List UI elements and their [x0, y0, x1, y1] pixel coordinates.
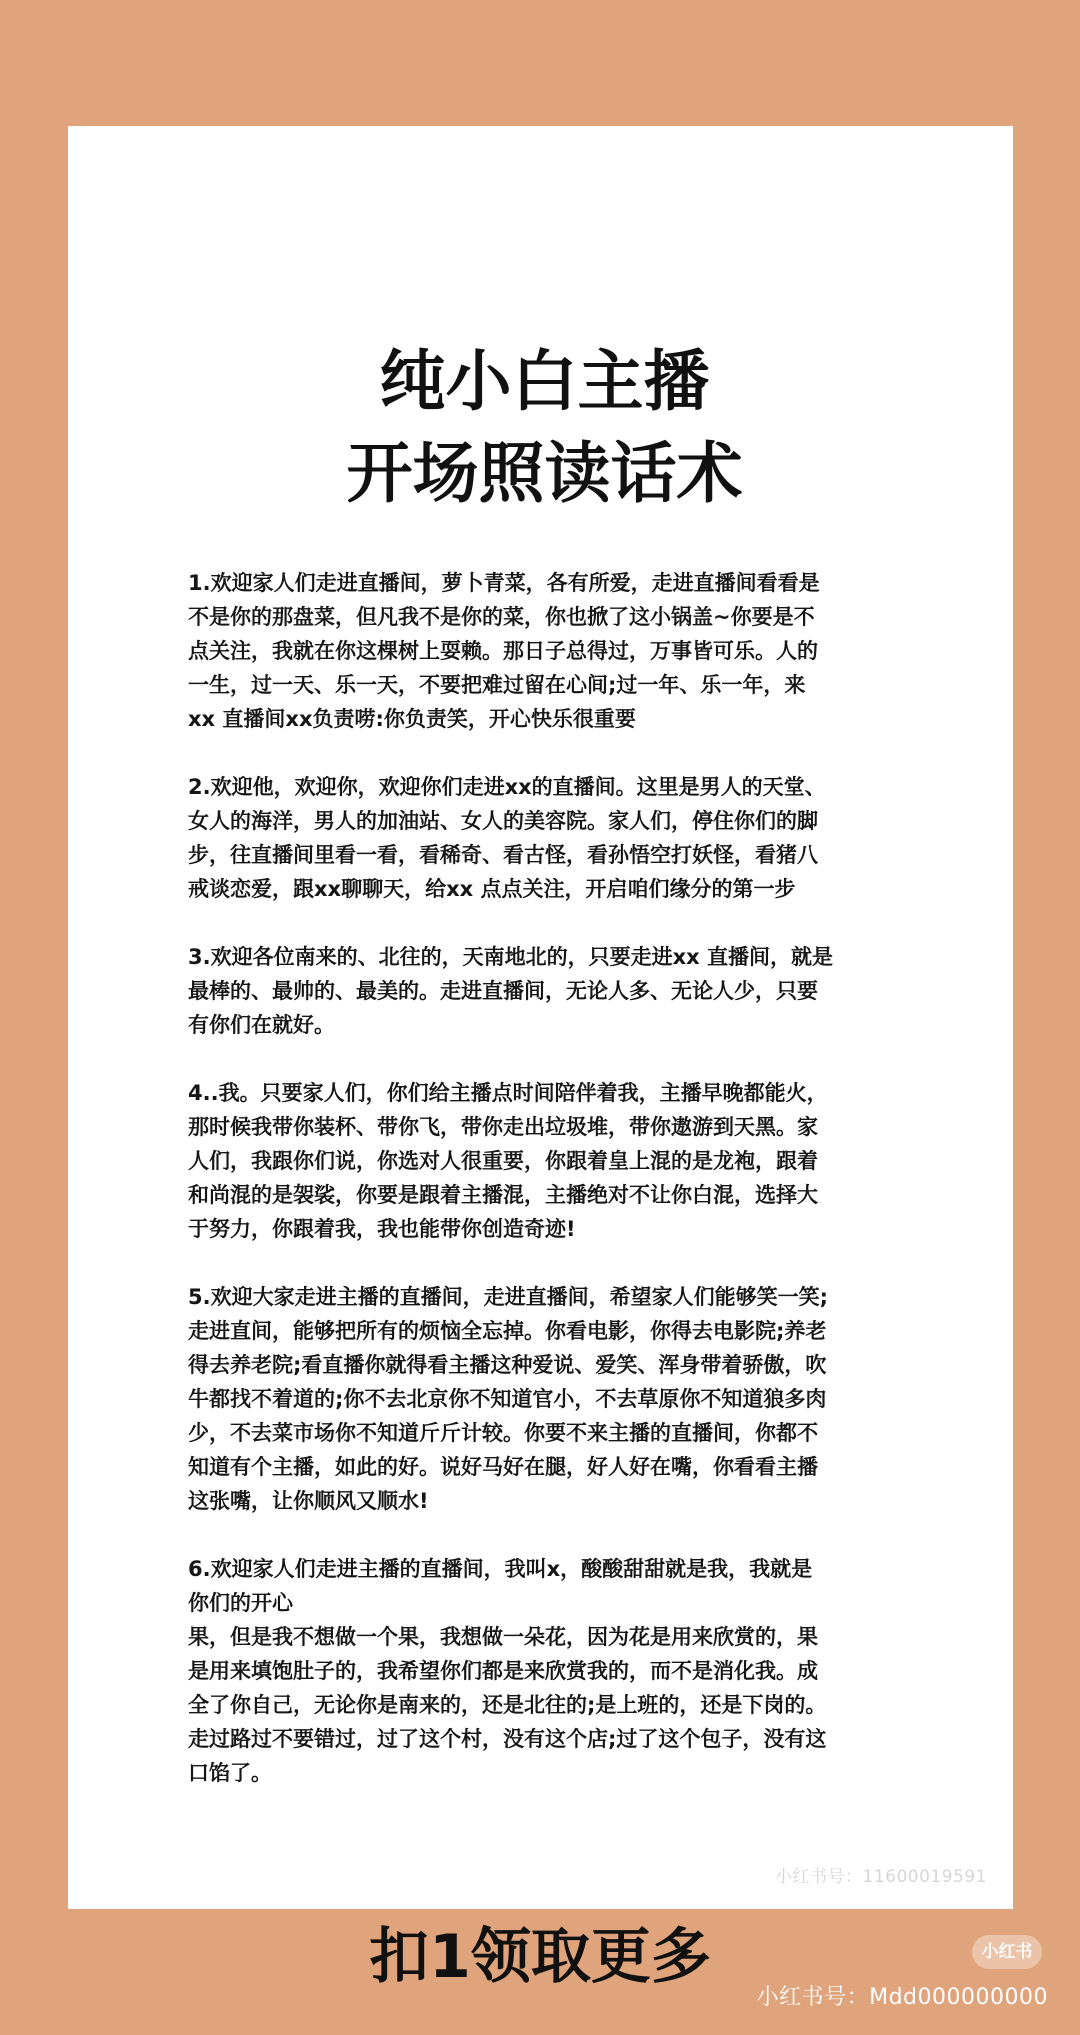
- paragraph-line: 于努力，你跟着我，我也能带你创造奇迹!: [188, 1217, 576, 1241]
- paragraph-line: 4..我。只要家人们，你们给主播点时间陪伴着我，主播早晚都能火，: [188, 1081, 828, 1105]
- document-title: [188, 336, 901, 520]
- paragraph-line: 不是你的那盘菜，但凡我不是你的菜，你也掀了这小锅盖~你要是不: [188, 605, 815, 629]
- paragraph-line: 是用来填饱肚子的，我希望你们都是来欣赏我的，而不是消化我。成: [188, 1659, 818, 1683]
- card-watermark: 小红书号：11600019591: [775, 1867, 987, 1887]
- xiaohongshu-logo-icon: 小红书: [972, 1935, 1042, 1969]
- paragraph-line: 有你们在就好。: [188, 1013, 335, 1037]
- paragraph-line: 口馅了。: [188, 1761, 272, 1785]
- paragraph-1: [188, 566, 901, 736]
- paragraph-line: 你们的开心: [188, 1591, 293, 1615]
- paragraph-line: 1.欢迎家人们走进直播间，萝卜青菜，各有所爱，走进直播间看看是: [188, 571, 820, 595]
- paragraph-2: [188, 770, 901, 906]
- paragraph-line: 3.欢迎各位南来的、北往的，天南地北的，只要走进xx 直播间，就是: [188, 945, 833, 969]
- paragraph-6: [188, 1552, 901, 1790]
- paragraph-line: 少，不去菜市场你不知道斤斤计较。你要不来主播的直播间，你都不: [188, 1421, 818, 1445]
- document-card: [68, 126, 1013, 1909]
- paragraph-line: 得去养老院;看直播你就得看主播这种爱说、爱笑、浑身带着骄傲，吹: [188, 1353, 827, 1377]
- paragraph-line: 人们，我跟你们说，你选对人很重要，你跟着皇上混的是龙袍，跟着: [188, 1149, 818, 1173]
- paragraph-line: 6.欢迎家人们走进主播的直播间，我叫x，酸酸甜甜就是我，我就是: [188, 1557, 813, 1581]
- paragraph-line: 牛都找不着道的;你不去北京你不知道官小，不去草原你不知道狼多肉: [188, 1387, 827, 1411]
- paragraph-line: 和尚混的是袈裟，你要是跟着主播混，主播绝对不让你白混，选择大: [188, 1183, 818, 1207]
- paragraph-line: 2.欢迎他，欢迎你，欢迎你们走进xx的直播间。这里是男人的天堂、: [188, 775, 826, 799]
- paragraph-line: 走进直间，能够把所有的烦恼全忘掉。你看电影，你得去电影院;养老: [188, 1319, 827, 1343]
- paragraph-5: [188, 1280, 901, 1518]
- footer-account-id: 小红书号：Mdd000000000: [756, 1985, 1048, 2010]
- footer-cta-text: 扣1领取更多: [369, 1922, 711, 1992]
- paragraph-line: 点关注，我就在你这棵树上耍赖。那日子总得过，万事皆可乐。人的: [188, 639, 818, 663]
- title-line-1: 纯小白主播: [379, 343, 710, 420]
- paragraph-line: 这张嘴，让你顺风又顺水!: [188, 1489, 429, 1513]
- paragraph-4: [188, 1076, 901, 1246]
- paragraph-line: 果，但是我不想做一个果，我想做一朵花，因为花是用来欣赏的，果: [188, 1625, 818, 1649]
- paragraph-line: 那时候我带你装杯、带你飞，带你走出垃圾堆，带你遨游到天黑。家: [188, 1115, 818, 1139]
- paragraph-line: 女人的海洋，男人的加油站、女人的美容院。家人们，停住你们的脚: [188, 809, 818, 833]
- paragraph-line: 走过路过不要错过，过了这个村，没有这个店;过了这个包子，没有这: [188, 1727, 827, 1751]
- paragraph-line: 全了你自己，无论你是南来的，还是北往的;是上班的，还是下岗的。: [188, 1693, 827, 1717]
- paragraph-line: 戒谈恋爱，跟xx聊聊天，给xx 点点关注，开启咱们缘分的第一步: [188, 877, 796, 901]
- paragraph-line: 知道有个主播，如此的好。说好马好在腿，好人好在嘴，你看看主播: [188, 1455, 818, 1479]
- paragraph-line: 步，往直播间里看一看，看稀奇、看古怪，看孙悟空打妖怪，看猪八: [188, 843, 818, 867]
- paragraph-line: xx 直播间xx负责唠:你负责笑，开心快乐很重要: [188, 707, 636, 731]
- paragraph-line: 一生，过一天、乐一天，不要把难过留在心间;过一年、乐一年，来: [188, 673, 806, 697]
- title-line-2: 开场照读话术: [346, 435, 743, 512]
- paragraph-line: 5.欢迎大家走进主播的直播间，走进直播间，希望家人们能够笑一笑;: [188, 1285, 828, 1309]
- paragraph-line: 最棒的、最帅的、最美的。走进直播间，无论人多、无论人少，只要: [188, 979, 818, 1003]
- paragraph-3: [188, 940, 901, 1042]
